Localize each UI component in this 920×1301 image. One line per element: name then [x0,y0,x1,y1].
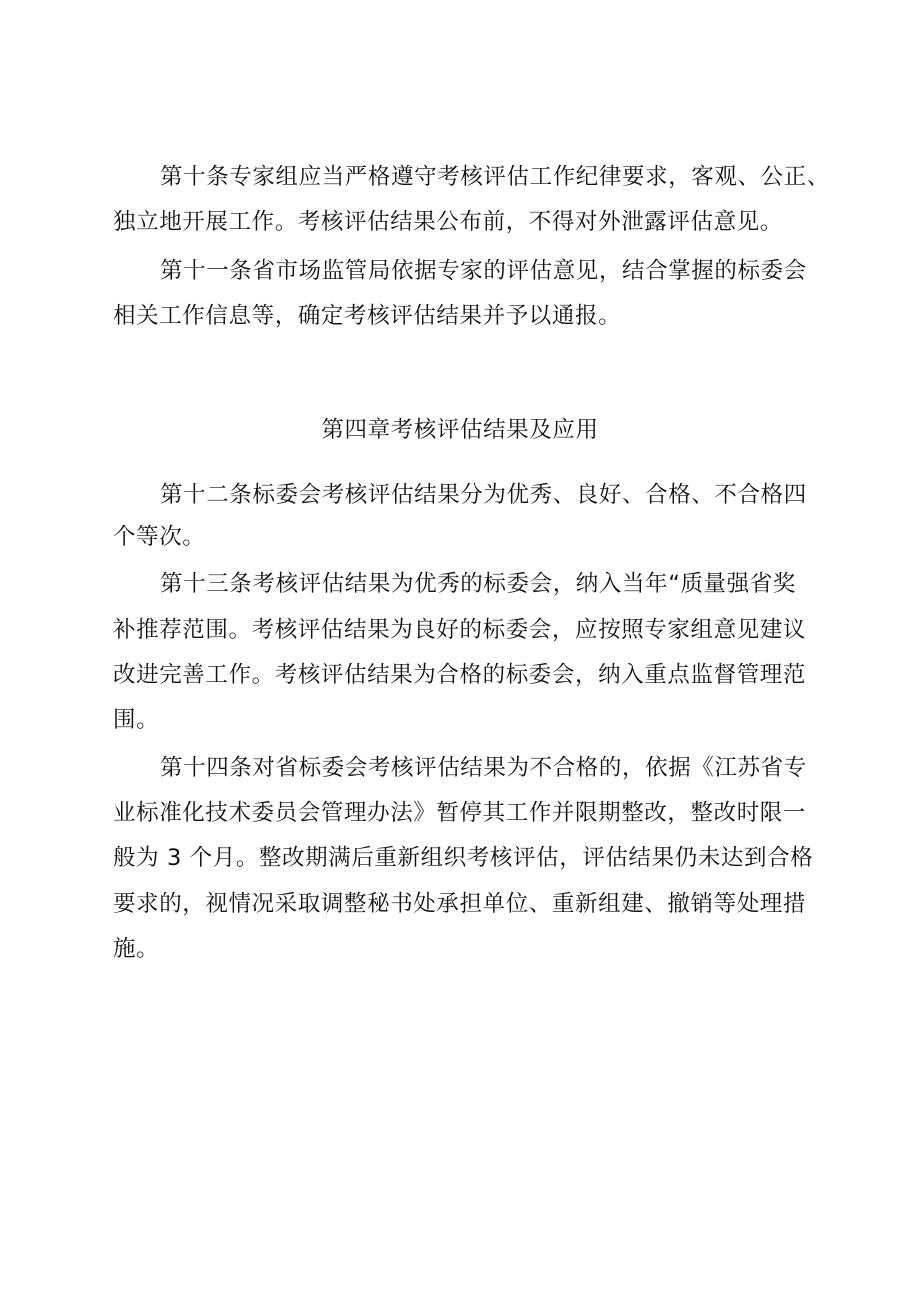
article-14-line-2: 业标准化技术委员会管理办法》暂停其工作并限期整改，整改时限一 [113,800,807,826]
article-11-line-2: 相关工作信息等，确定考核评估结果并予以通报。 [113,303,622,329]
article-14-line-1: 第十四条对省标委会考核评估结果为不合格的，依据《江苏省专 [160,755,807,781]
article-12-line-2: 个等次。 [113,524,206,550]
article-14-line-4: 要求的，视情况采取调整秘书处承担单位、重新组建、撤销等处理措 [113,891,807,917]
article-14-line-5: 施。 [113,936,160,962]
article-10-line-1: 第十条专家组应当严格遵守考核评估工作纪律要求，客观、公正、 [160,164,830,190]
article-13-line-4: 围。 [113,707,160,733]
article-10-line-2: 独立地开展工作。考核评估结果公布前，不得对外泄露评估意见。 [113,209,783,235]
article-11-line-1: 第十一条省市场监管局依据专家的评估意见，结合掌握的标委会 [160,258,807,284]
article-13-line-3: 改进完善工作。考核评估结果为合格的标委会，纳入重点监督管理范 [113,662,807,688]
article-12-line-1: 第十二条标委会考核评估结果分为优秀、良好、合格、不合格四 [160,482,807,508]
article-14-line-3: 般为 3 个月。整改期满后重新组织考核评估，评估结果仍未达到合格 [113,845,814,871]
article-13-line-2: 补推荐范围。考核评估结果为良好的标委会，应按照专家组意见建议 [113,617,807,643]
article-13-line-1: 第十三条考核评估结果为优秀的标委会，纳入当年“质量强省奖 [160,571,796,597]
chapter-heading: 第四章考核评估结果及应用 [321,417,599,443]
